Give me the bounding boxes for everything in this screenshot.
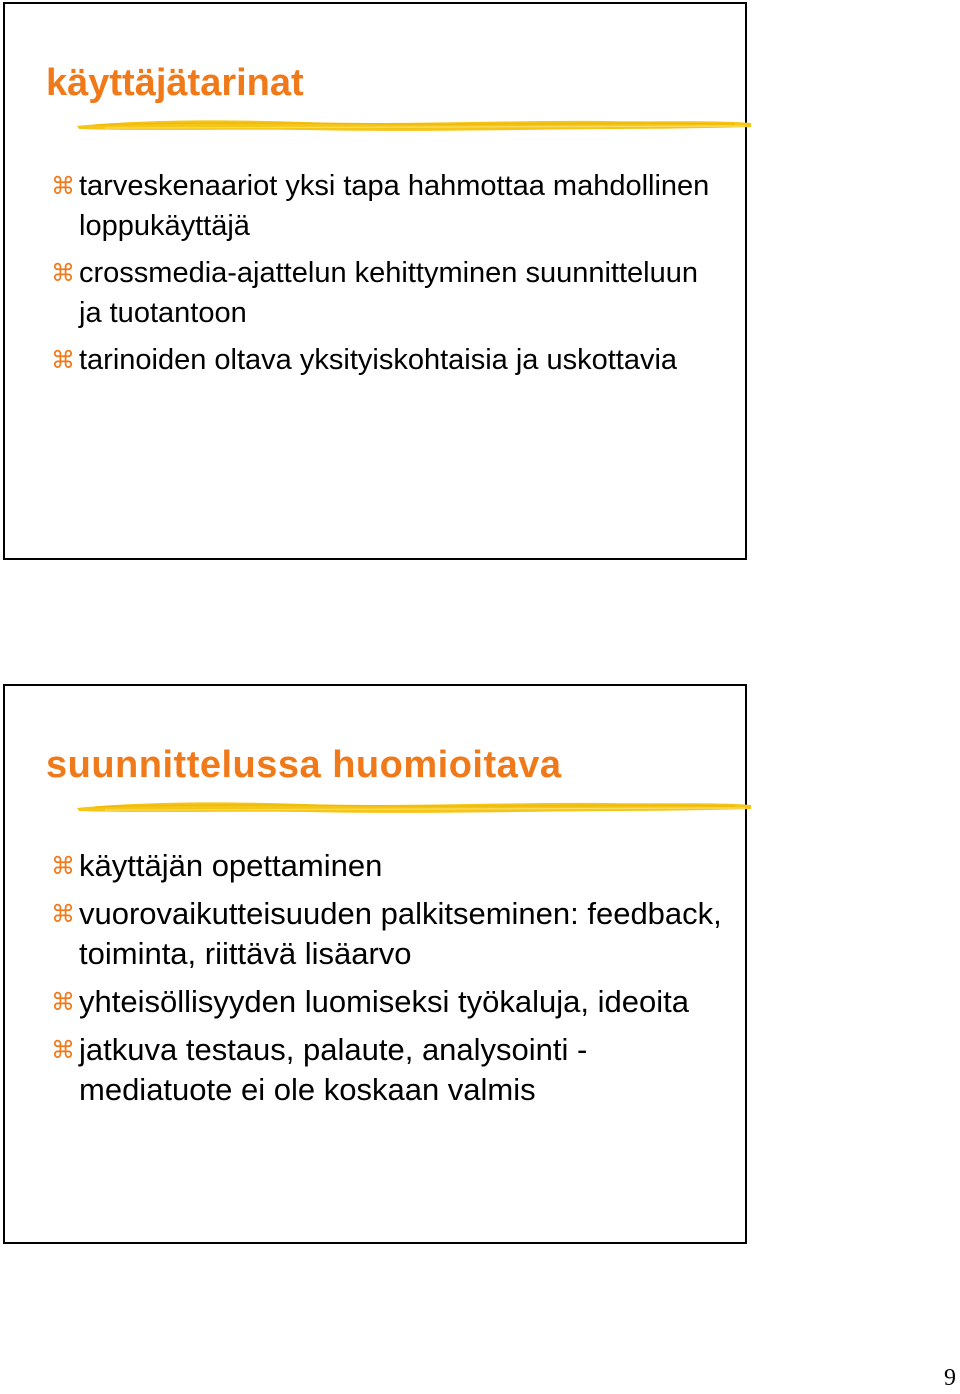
bullet-list — [51, 166, 725, 387]
bullet-text: jatkuva testaus, palaute, analysointi - mediatuote ei ole koskaan valmis — [79, 1032, 588, 1107]
command-key-icon: ⌘ — [51, 900, 75, 928]
slide-title: suunnittelussa huomioitava — [46, 744, 562, 786]
bullet-item — [51, 253, 725, 333]
slide-2 — [3, 684, 747, 1244]
slide-title: käyttäjätarinat — [46, 62, 304, 104]
command-key-icon: ⌘ — [51, 172, 75, 200]
bullet-item — [51, 846, 725, 886]
bullet-text: tarveskenaariot yksi tapa hahmottaa mahdollinen loppukäyttäjä — [79, 170, 710, 242]
page-number: 9 — [944, 1365, 956, 1391]
command-key-icon: ⌘ — [51, 259, 75, 287]
title-underline-brush — [75, 114, 751, 136]
bullet-item — [51, 166, 725, 246]
bullet-item — [51, 982, 725, 1022]
command-key-icon: ⌘ — [51, 1036, 75, 1064]
command-key-icon: ⌘ — [51, 346, 75, 374]
bullet-text: yhteisöllisyyden luomiseksi työkaluja, ideoita — [79, 984, 689, 1019]
title-underline-brush — [75, 796, 751, 818]
bullet-text: vuorovaikutteisuuden palkitseminen: feedback, toiminta, riittävä lisäarvo — [79, 896, 722, 971]
command-key-icon: ⌘ — [51, 988, 75, 1016]
bullet-text: käyttäjän opettaminen — [79, 848, 383, 883]
bullet-text: tarinoiden oltava yksityiskohtaisia ja uskottavia — [79, 344, 678, 376]
bullet-item — [51, 340, 725, 380]
bullet-list — [51, 846, 725, 1118]
bullet-text: crossmedia-ajattelun kehittyminen suunnitteluun ja tuotantoon — [79, 257, 699, 329]
slide-1 — [3, 2, 747, 560]
command-key-icon: ⌘ — [51, 852, 75, 880]
bullet-item — [51, 894, 725, 974]
bullet-item — [51, 1030, 725, 1110]
